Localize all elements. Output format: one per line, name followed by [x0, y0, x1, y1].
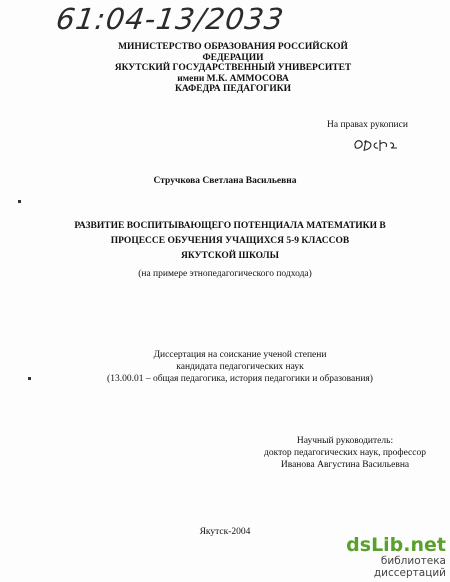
ministry-name: МИНИСТЕРСТВО ОБРАЗОВАНИЯ РОССИЙСКОЙ ФЕДЕРАЦИИ — [118, 42, 348, 63]
author-name: Стручкова Светлана Васильевна — [153, 176, 297, 186]
supervisor-credentials: доктор педагогических наук, профессор — [264, 448, 426, 458]
scan-speck — [28, 377, 31, 380]
supervisor-block — [245, 435, 445, 471]
watermark-tagline: библиотека диссертаций — [373, 555, 446, 579]
archive-code: 61:04-13/2033 — [54, 2, 287, 36]
city-year: Якутск-2004 — [199, 527, 251, 537]
dslib-watermark[interactable] — [318, 535, 446, 579]
supervisor-label: Научный руководитель: — [296, 436, 394, 446]
degree-line-1: Диссертация на соискание ученой степени — [153, 350, 327, 360]
university-named-after: имени М.К. АММОСОВА — [177, 73, 289, 84]
watermark-logo: dsLib.net — [346, 534, 446, 556]
degree-statement — [90, 349, 390, 385]
dissertation-title — [70, 219, 390, 264]
department-name: КАФЕДРА ПЕДАГОГИКИ — [174, 84, 292, 94]
university-name: ЯКУТСКИЙ ГОСУДАРСТВЕННЫЙ УНИВЕРСИТЕТ — [114, 63, 352, 73]
scan-speck — [18, 200, 21, 203]
title-line-1: РАЗВИТИЕ ВОСПИТЫВАЮЩЕГО ПОТЕНЦИАЛА МАТЕМАТИКИ В — [74, 221, 386, 231]
degree-line-3: (13.00.01 – общая педагогика, история педагогики и образования) — [107, 374, 373, 384]
title-line-3: ЯКУТСКОЙ ШКОЛЫ — [181, 251, 279, 261]
dissertation-subtitle: (на примере этнопедагогического подхода) — [138, 269, 312, 279]
institution-header — [88, 42, 378, 95]
handwritten-signature — [350, 134, 410, 156]
title-line-2: ПРОЦЕССЕ ОБУЧЕНИЯ УЧАЩИХСЯ 5-9 КЛАССОВ — [110, 236, 350, 246]
degree-line-2: кандидата педагогических наук — [176, 362, 304, 372]
manuscript-label: На правах рукописи — [327, 120, 408, 130]
supervisor-name: Иванова Августина Васильевна — [280, 460, 410, 470]
